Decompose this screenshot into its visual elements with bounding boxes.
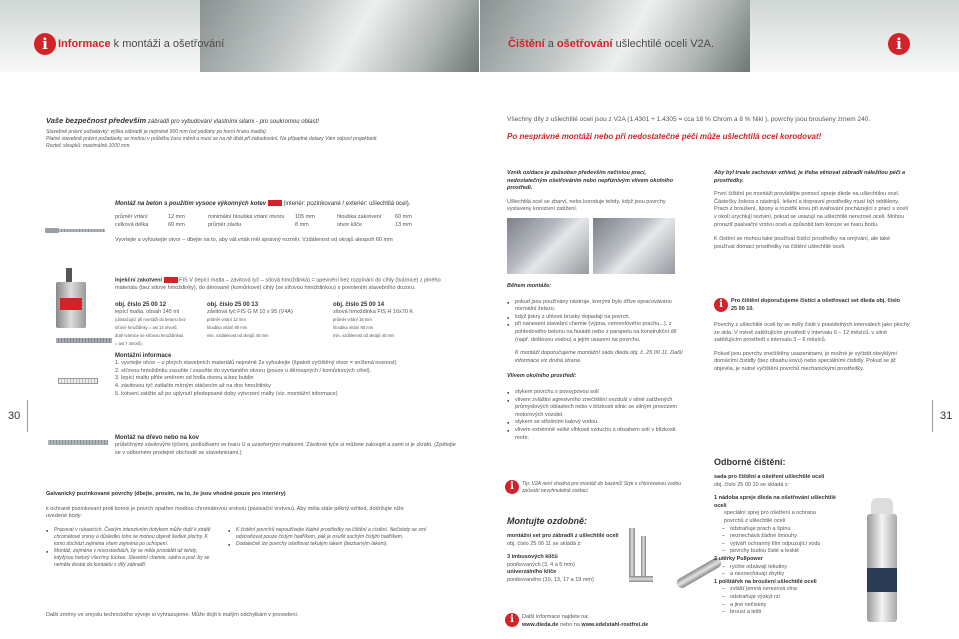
injection-heading: Injekční zakotvení FIS V (lepící malta – závitová tyč – sítová hmoždinka) = upevnění bez rozpínání do cihly (tvárnice) z plného materiálu (bez sítové hmoždinky), do děrované (komůrkové) cihly (se síťovou hmoždinkou) s povolením stavebního dozoru. bbox=[115, 277, 441, 292]
list-item: – vytváří ochranný film odpuzující vodu bbox=[714, 541, 849, 549]
info-logo-icon: i bbox=[34, 33, 56, 55]
spec-label: průměr vrtání bbox=[115, 214, 148, 220]
spec-label: průměr závitu bbox=[208, 221, 242, 228]
product-name: sítová hmoždinka FIS H 16x70 K bbox=[333, 308, 414, 315]
steel-intro bbox=[507, 116, 927, 142]
list-item: ● Montáž, zejména v novostavbách, by se měla provádět až tehdy, kdyžjsou hotový všechny tuckee. Stavební chemie, sádra a pod. by se neměla dostat do kontaktu s díly zábradlí. bbox=[46, 548, 218, 569]
mortar-cartridge-image bbox=[52, 268, 92, 330]
product-detail: hloubka vrtání 80 mm bbox=[207, 325, 248, 331]
professional-title: Odborné čištění: bbox=[714, 457, 786, 467]
concrete-note: Vyvrtejte a vyfoukejte otvor – dbejte na to, aby vál.vrták měl správný rozměr. Vzdálenost od okrajů alespoň 60 mm bbox=[115, 237, 393, 244]
list-item: ● vlivem extrémně velké vlhkosti vzduchu s obsahem solí v blízkosti moře. bbox=[507, 427, 687, 442]
info-logo-icon-right: i bbox=[888, 33, 910, 55]
appearance-text-1: První čištění po montáži provádějte pomocí spreje dlede na ušlechtilou ocel. Částečky železa z nástrojů, lešení a dopravní prostředky musí být odděleny. Prach z broušení, špony a rozstřik kovu při svařování pocházející z prací s ocelí v okolí urychlují reziviní, pokud se usazují na ušlechtilé nerezové oceli. Mohou proraziť pasivační vrstvu oceli a způsobit tam koroze ve tvaru bodu. bbox=[714, 191, 909, 228]
wood-text: průběžnými závitovými týčemi, podložkami ve tvaru U a uzavřenými maticemi. Závitové tyče si můžete zakoupit a sami si je zkrátit. (Zpětejte se v odborném prodejně obchodě se stavebninami.) bbox=[115, 442, 456, 456]
kit-item-detail: ponikovaných (3, 4 a 5 mm) bbox=[507, 561, 575, 568]
spec-value: 60 mm bbox=[168, 221, 185, 228]
threaded-rod-wood-image bbox=[48, 440, 108, 445]
injection-column bbox=[207, 301, 333, 349]
set-name: sada pro čištění a ošetření ušlechtilé oceli bbox=[714, 474, 825, 480]
list-item: – rychle odsávají tekutiny bbox=[714, 564, 849, 572]
list-item: ● Pracovat v rukavicích. Častým intenzivním dotykem může dojít k ztrátě chromátové vrstvy a důsledku toho se mohou objevit šedivé plochy. K tomu dochází zejména všem zejména po uchopení. bbox=[46, 527, 218, 548]
spec-value: 13 mm bbox=[395, 221, 412, 228]
list-item: – zvlášť jemná nerezová vlna bbox=[714, 586, 849, 594]
list-item: ● stykem se střešními kalový vodou. bbox=[507, 419, 687, 427]
spec-label: celková délka bbox=[115, 221, 149, 228]
spec-label: minimální hloubka vrtání otvoru bbox=[208, 214, 285, 220]
safety-section bbox=[46, 117, 466, 150]
right-header-title: Čištění a ošetřování ušlechtilé oceli V2A. bbox=[508, 38, 715, 50]
oxidation-heading: Vznik oxidace je způsoben především nečistou prací, nedostatečným ošetřováním nebo nepříznivým vlivem okolního prostředí. bbox=[507, 170, 673, 192]
injection-column bbox=[333, 301, 453, 349]
kit-item-detail: ponikovaného (10, 13, 17 a 19 mm) bbox=[507, 576, 594, 583]
set-order: obj. číslo 25 00 10 se skládá z: bbox=[714, 481, 790, 488]
environment-title: Vlivem okolního prostředí: bbox=[507, 373, 577, 380]
kit-item-title: 3 imbusových klíčů bbox=[507, 554, 558, 561]
safety-line-3: Rozteč sloupků: maximálně 1000 mm. bbox=[46, 143, 131, 149]
sieve-sleeve-image bbox=[58, 378, 98, 384]
spec-value: 60 mm bbox=[395, 214, 412, 220]
page-divider-right bbox=[932, 400, 933, 432]
cleaning-photo-right bbox=[480, 0, 750, 72]
product-detail: min. vzdálenost od okrajů 40 mm bbox=[333, 333, 395, 339]
list-item: ● pokud jsou používány nástroje, krerými bylo dříve opracováváno normální železo. bbox=[507, 299, 687, 314]
list-item: – odstraňuje výskyt rzi bbox=[714, 594, 849, 602]
list-item: ● při nanesení stavební chemie (výpna, cementového prachu,..), z pohledového betonu na fasádě nebo z parapetu na konstrukční díl (např. deštovou vodou) a jejím usazení na povrchu. bbox=[507, 321, 687, 344]
injection-column bbox=[115, 301, 207, 349]
during-assembly-section bbox=[507, 283, 687, 442]
cleaning-tip-title bbox=[731, 298, 903, 313]
cloth-features bbox=[714, 564, 849, 579]
fischer-logo-icon bbox=[164, 277, 178, 283]
corroded-railing-photo-1 bbox=[507, 218, 589, 274]
set-item-line: speciální sprej pro ošetření a ochranu bbox=[724, 510, 817, 517]
page-number-left: 30 bbox=[8, 410, 21, 422]
product-detail: průměr vrtání 12 mm bbox=[207, 317, 246, 323]
set-item-title: 1 nádoba spreje dleda na ošetřování ušlechtilé oceli bbox=[714, 495, 836, 509]
professional-section bbox=[714, 457, 849, 617]
cleaning-interval-text: Povrchy z ušlechtilé oceli by se měly čistit v pravidelných intervalech jako plochy ze skla. V méně zatěžujícím prostředí v intervalu 6 – 12 měsíců, v silně zatěžujícím prostředí v intervalu 3 – 6 měsíců. bbox=[714, 322, 910, 344]
instruction-step: 4. závitovou tyč zatlačte mírným otáčením až na dno hmoždinky bbox=[115, 383, 271, 390]
cleaning-tip-section bbox=[714, 322, 910, 374]
list-item: ● stykem povrchu s povsypovou solí bbox=[507, 389, 687, 397]
steel-composition: Všechny díly z ušlechtilé oceli jsou z V2A (1.4301 + 1.4305 = cca 18 % Chrom a 8 % Nikl ), povrchy jsou broušeny zrnem 240. bbox=[507, 116, 871, 123]
list-item: – brousí a lešti bbox=[714, 609, 849, 617]
spec-label: otvor klíče bbox=[337, 221, 363, 228]
pool-tip: Tip: V2A není vhodná pro montáž do bazénů! Styk s chlorovanou vodou způsobí nevyhnutelné oxidaci. bbox=[522, 481, 682, 494]
assembly-kit-note: K montáži doporučujeme montážní sadu dleda obj. č. 25 00 11. Další informace viz druhá strana. bbox=[515, 350, 683, 364]
list-item: – neznechává žádné šmouhy bbox=[714, 533, 849, 541]
product-name: lepící malta, obsah 145 ml bbox=[115, 308, 180, 315]
order-number: obj. číslo 25 00 13 bbox=[207, 301, 259, 308]
spec-value: 105 mm bbox=[295, 214, 315, 220]
instruction-step: 5. kotvení zatižte až po uplynutí předepsané doby vytvrzení malty (viz. montážní informace) bbox=[115, 390, 338, 397]
set-item-title: 2 utěrky Pullpower bbox=[714, 555, 763, 562]
product-detail: min. vzdálenost od okrajů 40 mm bbox=[207, 333, 269, 339]
during-assembly-title: Během montáže: bbox=[507, 283, 552, 289]
web-intro: Další informace najdete na: bbox=[522, 614, 589, 620]
wood-section bbox=[115, 434, 460, 457]
page-number-right: 31 bbox=[940, 410, 953, 422]
concrete-heading: Montáž na beton s použitím vysoce výkonných kotev (interiér: pozinkované / exteriér: ušlechtilá ocel). bbox=[115, 201, 411, 207]
pad-features bbox=[714, 586, 849, 616]
appearance-text-2: K čistění se mohou také používat čistící prostředky na omývání, ale také používat domácí prostředky na čištění ušlechtilé oceli. bbox=[714, 236, 891, 250]
page-divider-left bbox=[27, 400, 28, 432]
appearance-heading: Aby byl trvale zachován vzhled, je třeba věnovat zábradlí náležitou péči a prostředky. bbox=[714, 170, 906, 184]
wood-heading: Montáž na dřevo nebo na kov bbox=[115, 435, 200, 441]
list-item: – povrchy budou čisté a lesklé bbox=[714, 548, 849, 556]
kit-item-title: univerzálního klíče bbox=[507, 569, 557, 576]
cleaning-info-icon: i bbox=[714, 298, 728, 312]
list-item: ● Dodatečně lze povrchy ošetřovat tekutým lakem (bezbarvým lakem). bbox=[228, 541, 428, 548]
oxidation-text: Ušlechtilá ocel se zbarví, nebo koroduje tehdy, když jsou povrchy vystaveny korozivní zatížení. bbox=[507, 198, 666, 213]
order-number: obj. číslo 25 00 14 bbox=[333, 301, 385, 308]
cleaning-spray-image bbox=[857, 498, 913, 632]
product-detail: = asi 7 otvorů). bbox=[115, 341, 143, 347]
galvanized-bullets bbox=[46, 527, 466, 569]
web-info-icon: i bbox=[505, 613, 519, 627]
spec-value: 12 mm bbox=[168, 214, 185, 220]
anchor-bolt-image bbox=[45, 226, 105, 234]
list-item: ● K čistění povrchů nepoužívejte žádné prostředky na čištění a cístění. Nečistoty se smí odstraňovat pouze čistým hadříkem, pak je osušit suchým čistým hadříkem. bbox=[228, 527, 428, 541]
concrete-specs bbox=[115, 214, 455, 229]
safety-heading: Vaše bezpečnost především zábradlí pro vybudování vlastními silami - pro soukromou oblast! bbox=[46, 116, 319, 125]
product-detail: síťové hmoždinky = asi 14 otvorů, bbox=[115, 325, 178, 331]
list-item: – a neznechávají zbytky bbox=[714, 571, 849, 579]
injection-section bbox=[115, 277, 460, 398]
spec-label: hloubka zakotvení bbox=[337, 214, 382, 220]
railing-photo-left bbox=[200, 0, 479, 72]
cleaning-tip-heading: Pro čištění doporučujeme čisticí a ošetřovací set dleda obj. číslo 25 00 10. bbox=[731, 298, 901, 312]
set-item-title: 1 polštářek na broušení ušlechtilé oceli bbox=[714, 578, 817, 585]
list-item: ● když jiskry z úhlové brusky dopadají na povrch. bbox=[507, 314, 687, 322]
product-detail: průměr vrtání 16 mm bbox=[333, 317, 372, 323]
oxidation-section bbox=[507, 170, 687, 214]
injection-columns bbox=[115, 301, 460, 349]
spec-row bbox=[115, 214, 455, 222]
product-name: závitová tyč FIS G M 10 x 95 (V4A) bbox=[207, 308, 293, 315]
galvanized-left-list bbox=[46, 527, 218, 569]
product-detail: (dostačující při montáži do betonu bez bbox=[115, 317, 186, 323]
kit-title: Montujte ozdobně: bbox=[507, 516, 587, 526]
kit-name: montážní set pro zábradlí z ušlechtilé oceli bbox=[507, 533, 619, 539]
instruction-step: 2. síťovou hmoždinku zasuňte / zasuňte do vyvrtaného otvoru (pouze u děrovaných / komůrkových cihel). bbox=[115, 367, 372, 374]
fischer-logo-icon bbox=[268, 200, 282, 206]
instruction-step: 3. lepící maltu plňte směrem od hrdla otvoru a bez bublin bbox=[115, 375, 254, 382]
dieda-link[interactable]: www.dieda.de bbox=[522, 621, 559, 628]
during-assembly-list bbox=[507, 299, 687, 345]
safety-line-1: Stavebně právní požadavky: výška zábradlí je nejméně 900 mm (od podlahy po horní hranu madla). bbox=[46, 129, 268, 135]
appearance-section bbox=[714, 170, 910, 251]
web-urls: www.dieda.de nebo na www.edelstahl-rostfrei.de bbox=[522, 621, 649, 628]
safety-line-2: Platné stavebně právní požadavky se mohou v průběhu času měnit a musí se na ně dbát při zabudování. Na případné dotazy Vám odpoví projektanti. bbox=[46, 136, 378, 142]
product-detail: duté tvárnice se síťovou hmoždinkou bbox=[115, 333, 184, 339]
corrosion-warning: Po nesprávné montáži nebo při nedostatečné péči může ušlechtilá ocel korodovat! bbox=[507, 132, 822, 141]
order-number: obj. číslo 25 00 12 bbox=[115, 301, 167, 308]
corroded-railing-photo-2 bbox=[593, 218, 675, 274]
product-detail: hloubka vrtání 80 mm bbox=[333, 325, 374, 331]
environment-list bbox=[507, 389, 687, 442]
disclaimer-footer: Další změny ve smyslu technického vývoje si vyhrazujeme. Může dojít k malým odchylkám v provedení. bbox=[46, 612, 299, 618]
galvanized-right-list bbox=[228, 527, 428, 569]
instruction-step: 1. vyvrtejte otvor – u plných stavebních materiálů nejméně 2x vyfoukejte (špatně vyčištěný otvor = snížená nosnost) bbox=[115, 360, 397, 367]
list-item: ● vlivem zvláštní agresivního znečištění ovzduší v silně zatížených průmyslových oblastech nebo v blízkosti silnic se silným provozem motorových vozidel. bbox=[507, 397, 687, 420]
concrete-section bbox=[115, 200, 455, 245]
galvanized-text: k ochraně pozinkovaní proti korozi je povrch opatřen modrou chromátovou vrstvou (pasivační vrstvou). Aby měla stále pěkný vzhled, dodržujte níže uvedené body: bbox=[46, 505, 404, 520]
kit-order: obj. číslo 25 00 11 se skládá z: bbox=[507, 540, 582, 547]
edelstahl-link[interactable]: www.edelstahl-rostfrei.de bbox=[581, 621, 649, 628]
instructions-title: Montážní informace bbox=[115, 353, 172, 360]
galvanized-section bbox=[46, 491, 466, 569]
spray-features bbox=[714, 526, 849, 556]
set-item-line: povrchů z ušlechtilé oceli bbox=[724, 517, 786, 524]
spec-row bbox=[115, 222, 455, 230]
hex-keys-image bbox=[625, 528, 667, 588]
tip-info-icon: i bbox=[505, 480, 519, 494]
threaded-rod-image bbox=[56, 338, 112, 343]
list-item: – a jiné nečistoty bbox=[714, 602, 849, 610]
spec-value: 8 mm bbox=[295, 221, 309, 228]
web-links bbox=[522, 614, 722, 629]
galvanized-heading: Galvanický pozinkované povrchy (dbejte, prosím, na to, že jsou vhodné pouze pro interiéry) bbox=[46, 491, 286, 497]
list-item: – odstraňuje prach a špínu bbox=[714, 526, 849, 534]
cleaning-method-text: Pokud jsou povrchy znečištěny usazeninami, je možné je vyčistit obvyklými domácími čistidly (bez obsahu kovu) nebo speciálními čistidly. Pokud se již objevila, je nutné vyčištění povrchů mechanickými prostředky. bbox=[714, 350, 897, 372]
left-header-title: Informace k montáži a ošetřování bbox=[58, 38, 225, 50]
